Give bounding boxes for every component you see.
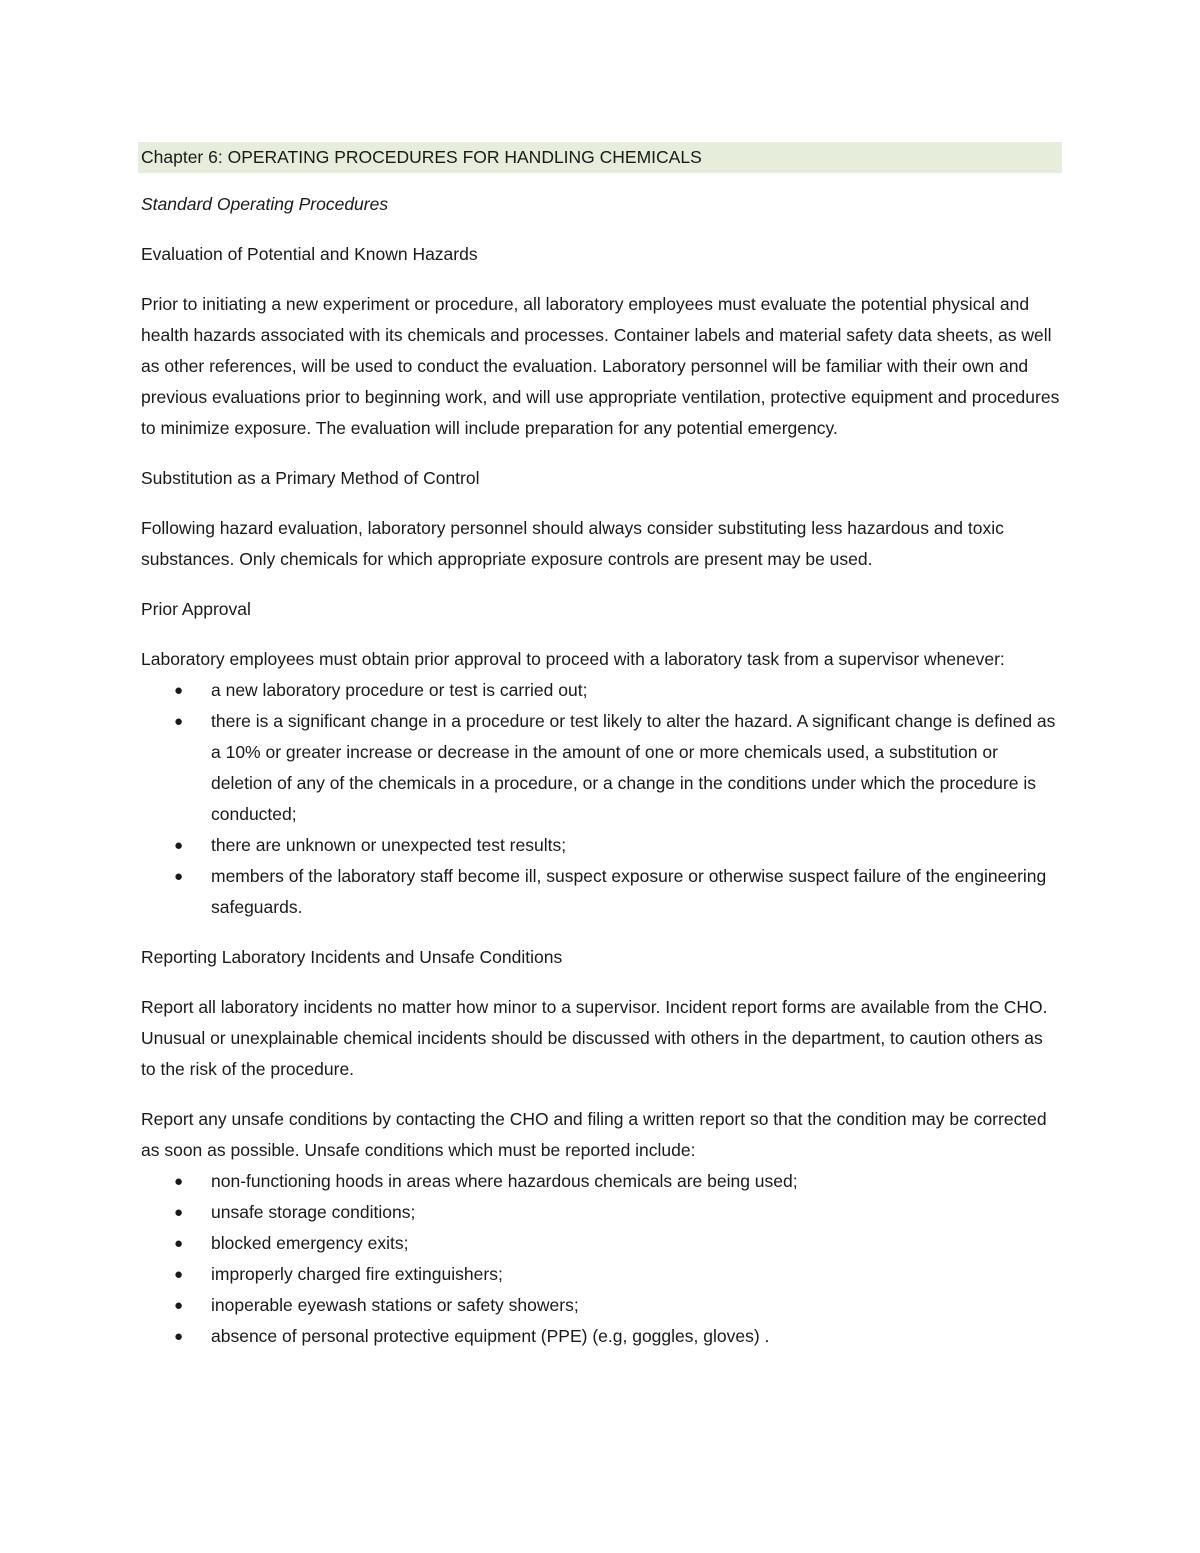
list-item: [141, 861, 1061, 923]
list-item: [141, 1321, 1061, 1352]
list-item-text: non-functioning hoods in areas where hazardous chemicals are being used;: [211, 1171, 798, 1191]
paragraph-substitution: Following hazard evaluation, laboratory personnel should always consider substituting less hazardous and toxic substances. Only chemicals for which appropriate exposure controls are present may be used.: [141, 518, 1004, 569]
list-item-text: inoperable eyewash stations or safety showers;: [211, 1295, 579, 1315]
bullet-icon: ●: [174, 713, 184, 730]
chapter-heading: Chapter 6: OPERATING PROCEDURES FOR HANDLING CHEMICALS: [138, 142, 1062, 173]
list-item: [141, 706, 1061, 830]
section-title-evaluation: Evaluation of Potential and Known Hazards: [141, 244, 478, 264]
section-title-substitution: Substitution as a Primary Method of Control: [141, 468, 480, 488]
list-item-text: improperly charged fire extinguishers;: [211, 1264, 503, 1284]
bullet-icon: ●: [174, 1173, 184, 1190]
bullet-icon: ●: [174, 1328, 184, 1345]
list-item-text: absence of personal protective equipment (PPE) (e.g, goggles, gloves) .: [211, 1326, 770, 1346]
bullet-icon: ●: [174, 1297, 184, 1314]
list-item-text: members of the laboratory staff become ill, suspect exposure or otherwise suspect failure of the engineering safeguards.: [211, 866, 1047, 917]
section-title-prior-approval: Prior Approval: [141, 599, 251, 619]
paragraph-reporting-incidents: Report all laboratory incidents no matter how minor to a supervisor. Incident report forms are available from the CHO. Unusual or unexplainable chemical incidents should be discussed with others in the department, to caution others as to the risk of the procedure.: [141, 997, 1048, 1079]
list-item-text: a new laboratory procedure or test is carried out;: [211, 680, 588, 700]
list-item: [141, 1166, 1061, 1197]
bullet-icon: ●: [174, 1204, 184, 1221]
bullet-icon: ●: [174, 868, 184, 885]
list-item: [141, 1259, 1061, 1290]
list-item-text: there is a significant change in a procedure or test likely to alter the hazard. A significant change is defined as a 10% or greater increase or decrease in the amount of one or more chemicals used, a substitution or deletion of any of the chemicals in a procedure, or a change in the conditions under which the procedure is conducted;: [211, 711, 1056, 824]
bullet-icon: ●: [174, 1235, 184, 1252]
list-item-text: blocked emergency exits;: [211, 1233, 409, 1253]
list-item: [141, 1197, 1061, 1228]
section-title-reporting: Reporting Laboratory Incidents and Unsafe Conditions: [141, 947, 563, 967]
list-item-text: unsafe storage conditions;: [211, 1202, 416, 1222]
list-item: [141, 675, 1061, 706]
paragraph-evaluation: Prior to initiating a new experiment or procedure, all laboratory employees must evaluate the potential physical and health hazards associated with its chemicals and processes. Container labels and material safety data sheets, as well as other references, will be used to conduct the evaluation. Laboratory personnel will be familiar with their own and previous evaluations prior to beginning work, and will use appropriate ventilation, protective equipment and procedures to minimize exposure. The evaluation will include preparation for any potential emergency.: [141, 294, 1060, 438]
paragraph-reporting-unsafe: Report any unsafe conditions by contacting the CHO and filing a written report so that the condition may be corrected as soon as possible. Unsafe conditions which must be reported include:: [141, 1109, 1047, 1160]
bullet-icon: ●: [174, 837, 184, 854]
list-item: [141, 1290, 1061, 1321]
list-item: [141, 830, 1061, 861]
list-item-text: there are unknown or unexpected test results;: [211, 835, 567, 855]
unsafe-conditions-list: [141, 1166, 1061, 1352]
bullet-icon: ●: [174, 682, 184, 699]
prior-approval-list: [141, 675, 1061, 923]
sop-title: Standard Operating Procedures: [141, 194, 389, 214]
bullet-icon: ●: [174, 1266, 184, 1283]
paragraph-prior-approval-intro: Laboratory employees must obtain prior approval to proceed with a laboratory task from a supervisor whenever:: [141, 649, 1005, 669]
document-content: [141, 142, 1061, 1371]
list-item: [141, 1228, 1061, 1259]
